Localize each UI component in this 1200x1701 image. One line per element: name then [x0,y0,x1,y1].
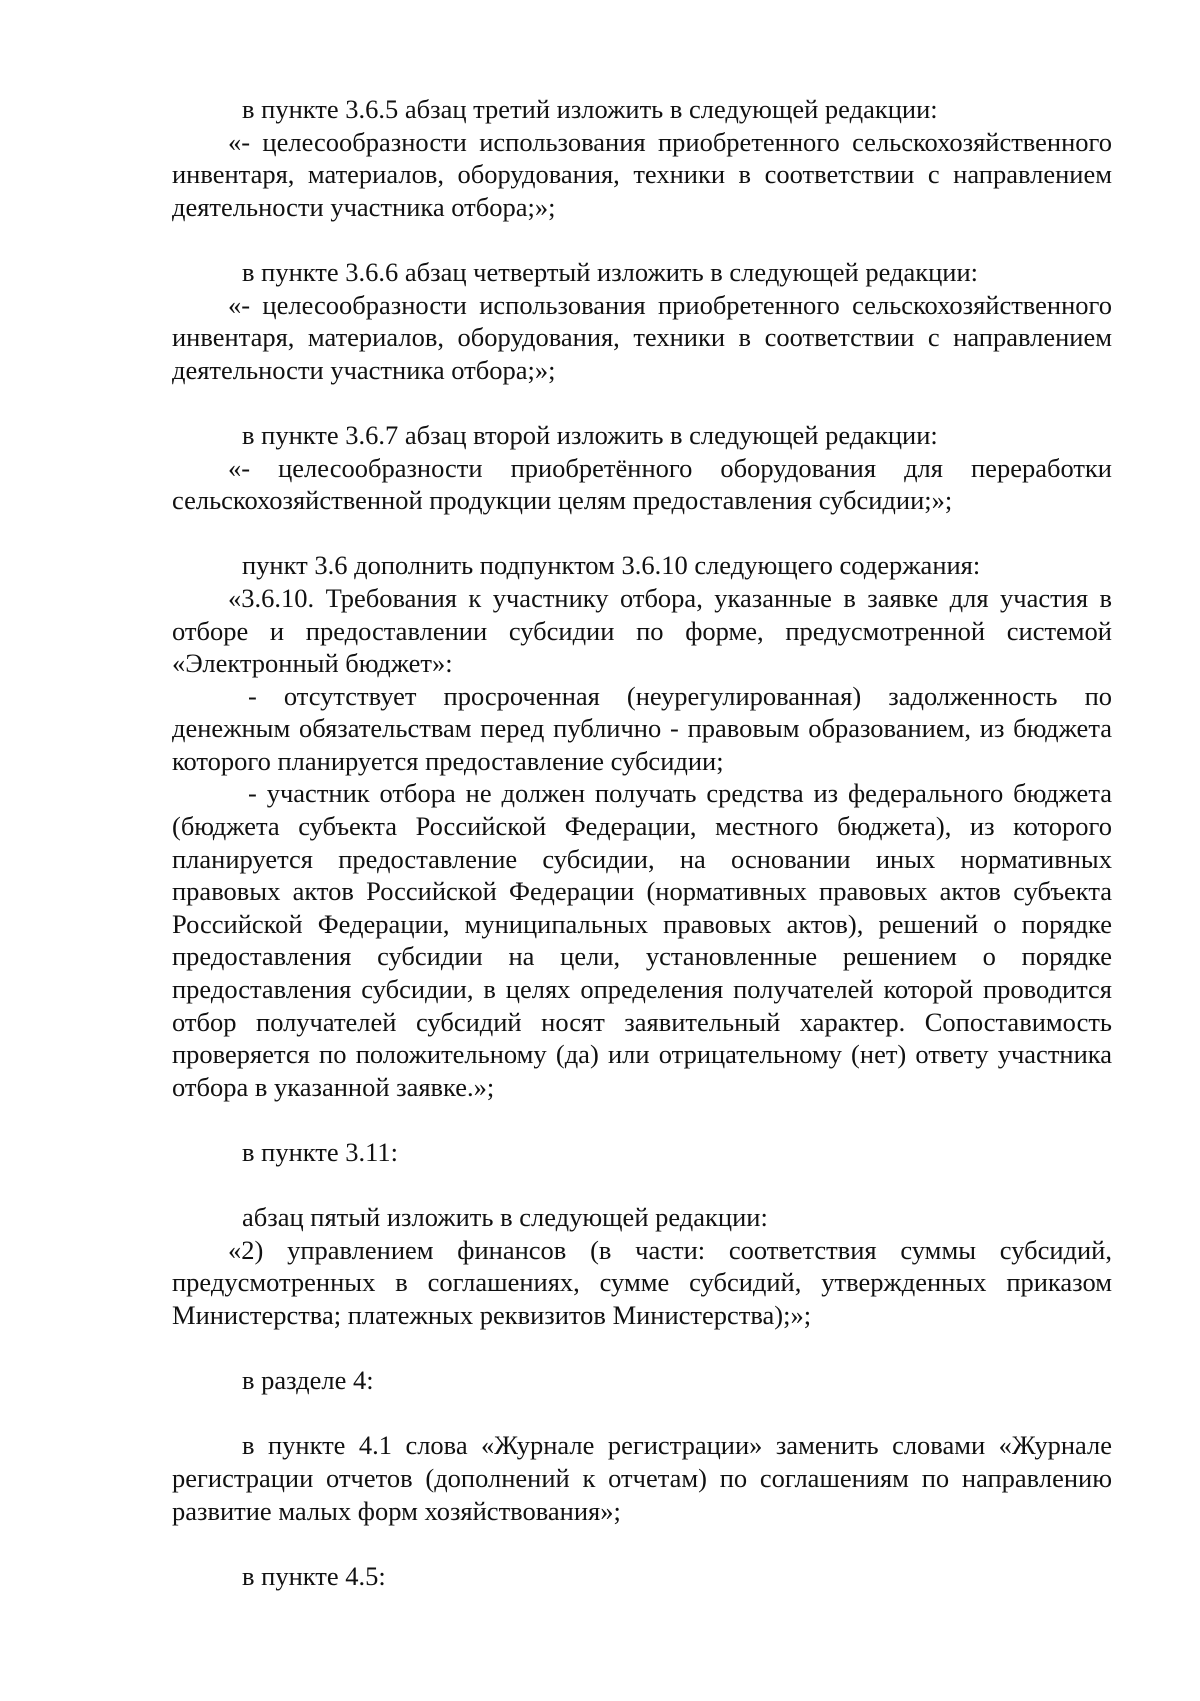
paragraph-3-6-5-text: «- целесообразности использования приобретенного сельскохозяйственного инвентаря, материалов, оборудования, техники в соответствии с направлением деятельности участника отбора;»; [172,126,1112,222]
paragraph-3-6-10-text: «3.6.10. Требования к участнику отбора, указанные в заявке для участия в отборе и предоставлении субсидии по форме, предусмотренной системой «Электронный бюджет»: [172,582,1112,679]
paragraph-3-6-5-intro: в пункте 3.6.5 абзац третий изложить в следующей редакции: [242,94,938,124]
paragraph-3-6-6-text: «- целесообразности использования приобретенного сельскохозяйственного инвентаря, материалов, оборудования, техники в соответствии с направлением деятельности участника отбора;»; [172,289,1112,385]
paragraph-3-11-abzac-5: абзац пятый изложить в следующей редакции: [242,1202,768,1233]
blank-line [172,1397,1112,1430]
paragraph-3-11-intro: в пункте 3.11: [242,1137,398,1167]
blank-line [172,223,1112,256]
paragraph-section-4: в разделе 4: [242,1365,374,1396]
paragraph-3-6-10-intro: пункт 3.6 дополнить подпунктом 3.6.10 следующего содержания: [242,550,981,581]
paragraph-4-5: в пункте 4.5: [242,1560,386,1591]
blank-line [172,1332,1112,1365]
blank-line [172,1527,1112,1560]
blank-line [172,1103,1112,1136]
paragraph-3-6-6-intro: в пункте 3.6.6 абзац четвертый изложить в следующей редакции: [242,256,979,287]
paragraph-3-6-10-item-1: - отсутствует просроченная (неурегулированная) задолженность по денежным обязательствам перед публично - правовым образованием, из бюджета которого планируется предоставление субсидии; [172,680,1112,776]
blank-line [172,386,1112,419]
blank-line [172,1169,1112,1202]
paragraph-3-6-10-item-2: - участник отбора не должен получать средства из федерального бюджета (бюджета субъекта Российской Федерации, местного бюджета), из которого планируется предоставление субсидии, на основании иных нормативных правовых актов Российской Федерации (нормативных правовых актов субъекта Российской Федерации, муниципальных правовых актов), решений о порядке предоставления субсидии на цели, установленные решением о порядке предоставления субсидии, в целях определения получателей которой проводится отбор получателей субсидий носят заявительный характер. Сопоставимость проверяется по положительному (да) или отрицательному (нет) ответу участника отбора в указанной заявке.»; [172,778,1112,1102]
blank-line [172,517,1112,550]
document-page [172,93,1112,1592]
paragraph-3-11-text: «2) управлением финансов (в части: соответствия суммы субсидий, предусмотренных в соглашениях, сумме субсидий, утвержденных приказом Министерства; платежных реквизитов Министерства);»; [172,1234,1112,1330]
paragraph-3-6-7-intro: в пункте 3.6.7 абзац второй изложить в следующей редакции: [242,419,938,450]
paragraph-4-1: в пункте 4.1 слова «Журнале регистрации» заменить словами «Журнале регистрации отчетов (дополнений к отчетам) по соглашениям по направлению развитие малых форм хозяйствования»; [172,1430,1112,1526]
paragraph-3-6-7-text: «- целесообразности приобретённого оборудования для переработки сельскохозяйственной продукции целям предоставления субсидии;»; [172,452,1112,516]
